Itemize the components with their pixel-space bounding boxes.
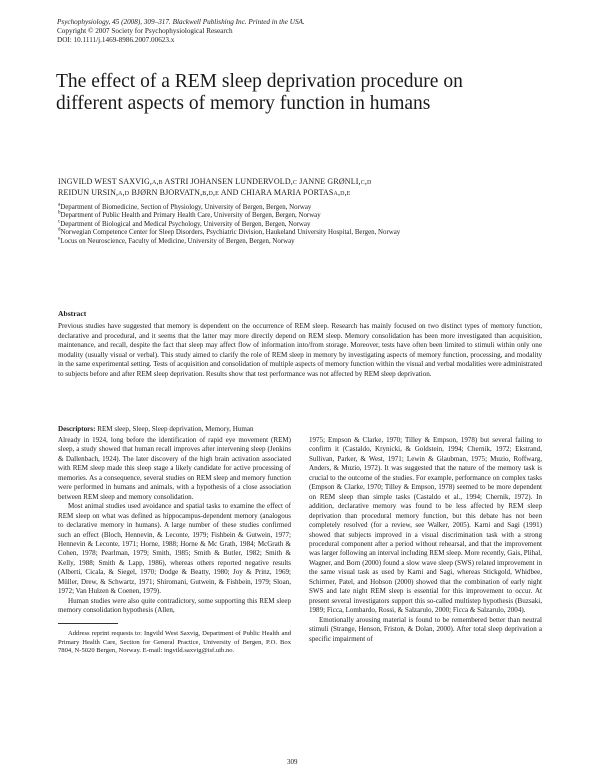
affiliation-d: $^d$Norwegian Competence Center for Sleep Disorders, Psychiatric Division, Haukeland University Hospital, Bergen, Norway (58, 227, 401, 237)
title-line-1: The effect of a REM sleep deprivation procedure on (56, 71, 463, 92)
affiliation-b: $^b$Department of Public Health and Primary Health Care, University of Bergen, Bergen, Norway (58, 211, 321, 220)
body-paragraph: Already in 1924, long before the identification of rapid eye movement (REM) sleep, a study showed that human recall improves after intervening sleep (Jenkins & Dallenbach, 1924). The later discovery of the high brain activation associated with REM sleep made this sleep stage a likely candidate for active processing of memories. As a consequence, several studies on REM sleep and memory function were performed in humans and animals, with a hypothesis of a close association between REM sleep and memory consolidation. (58, 436, 291, 501)
body-paragraph: Emotionally arousing material is found to be remembered better than neutral stimuli (Strange, Henson, Friston, & Dolan, 2000). After total sleep deprivation a specific impairment of (309, 615, 542, 643)
footnote-text: Address reprint requests to: Ingvild West Saxvig, Department of Public Health and Primary Health Care, Section for General Practice, University of Bergen, P.O. Box 7804, N-5020 Bergen, Norway. E-mail: ingvild.saxvig@isf.uib.no. (58, 630, 291, 655)
body-paragraph: 1975; Empson & Clarke, 1970; Tilley & Empson, 1978) but several failing to confirm it (Castaldo, Krynicki, & Goldstein, 1994; Chernik, 1972; Ekstrand, Sullivan, Parker, & West, 1971; Lewin & Glaubman, 1975; Muzio, Roffwarg, Anders, & Muzio, 1972). It was suggested that the nature of the memory task is crucial to the outcome of the studies. For example, performance on complex tasks (Empson & Clarke, 1970; Tilley & Empson, 1978) seemed to be more dependent on REM sleep than simple tasks (Castaldo et al., 1994; Chernik, 1972). In addition, declarative memory was found to be less affected by REM sleep deprivation than procedural memory function, but this debate has not been completely resolved (for a review, see Walker, 2005). Karni and Sagi (1991) showed that subjects improved in a visual discrimination task with a strong procedural component after a period without rehearsal, and that the improvement was larger following an interval including REM sleep. More recently, Gais, Plihal, Wagner, and Born (2000) found a slow wave sleep (SWS) related improvement in the same visual task as used by Karni and Sagi, whereas Stickgold, Whidbee, Schirmer, Patel, and Hobson (2000) showed that the combination of early night SWS and late night REM sleep is essential for this improvement to occur. At present several investigators support this so-called multistep hypothesis (Buzsaki, 1989; Ficca, Lombardo, Rossi, & Salzarulo, 2000; Ficca & Salzarulo, 2004). (309, 436, 542, 615)
descriptors-label: Descriptors: (58, 425, 96, 433)
author-list (58, 177, 558, 198)
affiliation-a: $^a$Department of Biomedicine, Section of Physiology, University of Bergen, Bergen, Norway (58, 202, 312, 211)
abstract-text: Previous studies have suggested that memory is dependent on the occurrence of REM sleep. Research has mainly focused on two distinct types of memory function, declarative and procedural, and it seems that the latter may more directly depend on REM sleep. Memory consolidation has been more investigated than acquisition, maintenance, and recall, despite the fact that sleep may affect flow of information into/from storage. Moreover, tests have often been limited to stimuli within only one modality (usually visual or verbal). This study aimed to clarify the role of REM sleep in memory by investigating aspects of memory function, processing, and modality in the same experimental setting. Tests of acquisition and consolidation of multiple aspects of memory function within the visual and verbal modalities were administrated to subjects before and after REM sleep deprivation. Results show that test performance was not affected by REM sleep deprivation. (58, 322, 542, 378)
page-number: 309 (287, 758, 298, 766)
descriptors-text: REM sleep, Sleep, Sleep deprivation, Memory, Human (97, 425, 254, 433)
copyright-line: Copyright © 2007 Society for Psychophysiological Research (57, 27, 233, 35)
journal-citation: Psychophysiology, 45 (2008), 309–317. Blackwell Publishing Inc. Printed in the USA. (57, 18, 305, 26)
title-line-2: different aspects of memory function in humans (56, 93, 431, 114)
affiliation-e: $^e$Locus on Neuroscience, Faculty of Medicine, University of Bergen, Bergen, Norway (58, 236, 295, 245)
footnote (58, 630, 291, 656)
author-line-2: REIDUN URSIN,a,d BJØRN BJORVATN,b,d,e AND CHIARA MARIA PORTASa,d,e (58, 187, 351, 197)
doi-line: DOI: 10.1111/j.1469-8986.2007.00623.x (57, 36, 175, 44)
journal-header (57, 18, 305, 45)
body-column-left (58, 436, 291, 616)
descriptors (58, 425, 254, 433)
abstract-heading: Abstract (58, 309, 87, 318)
affiliation-c: $^c$Department of Biological and Medical Psychology, University of Bergen, Bergen, Norway (58, 219, 311, 228)
body-paragraph: Most animal studies used avoidance and spatial tasks to examine the effect of REM sleep on what was defined as hippocampus-dependent memory (analogous to declarative memory in humans). A large number of these studies confirmed such an effect (Bloch, Hennevin, & Leconte, 1979; Fishbein & Gutwein, 1977; Hennevin & Leconte, 1971; Horne, 1988; Horne & Mc Grath, 1984; McGrath & Cohen, 1978; Pearlman, 1979; Smith, 1985; Smith & Butler, 1982; Smith & Kelly, 1988; Smith & Lapp, 1986), whereas others reported negative results (Alberti, Cicala, & Siegel, 1970; Dodge & Beatty, 1980; Joy & Prinz, 1969; Müller, Drew, & Schwartz, 1971; Shiromani, Gutwein, & Fishbein, 1979; Sloan, 1972; Van Hulzen & Coenen, 1979). (58, 502, 291, 596)
body-column-right (309, 436, 542, 644)
article-title (56, 71, 556, 115)
affiliations (58, 204, 578, 246)
body-paragraph: Human studies were also quite contradictory, some supporting this REM sleep memory consolidation hypothesis (Allen, (58, 596, 291, 615)
footnote-divider (58, 623, 118, 624)
author-line-1: INGVILD WEST SAXVIG,a,b ASTRI JOHANSEN LUNDERVOLD,c JANNE GRØNLI,c,d (58, 177, 372, 186)
